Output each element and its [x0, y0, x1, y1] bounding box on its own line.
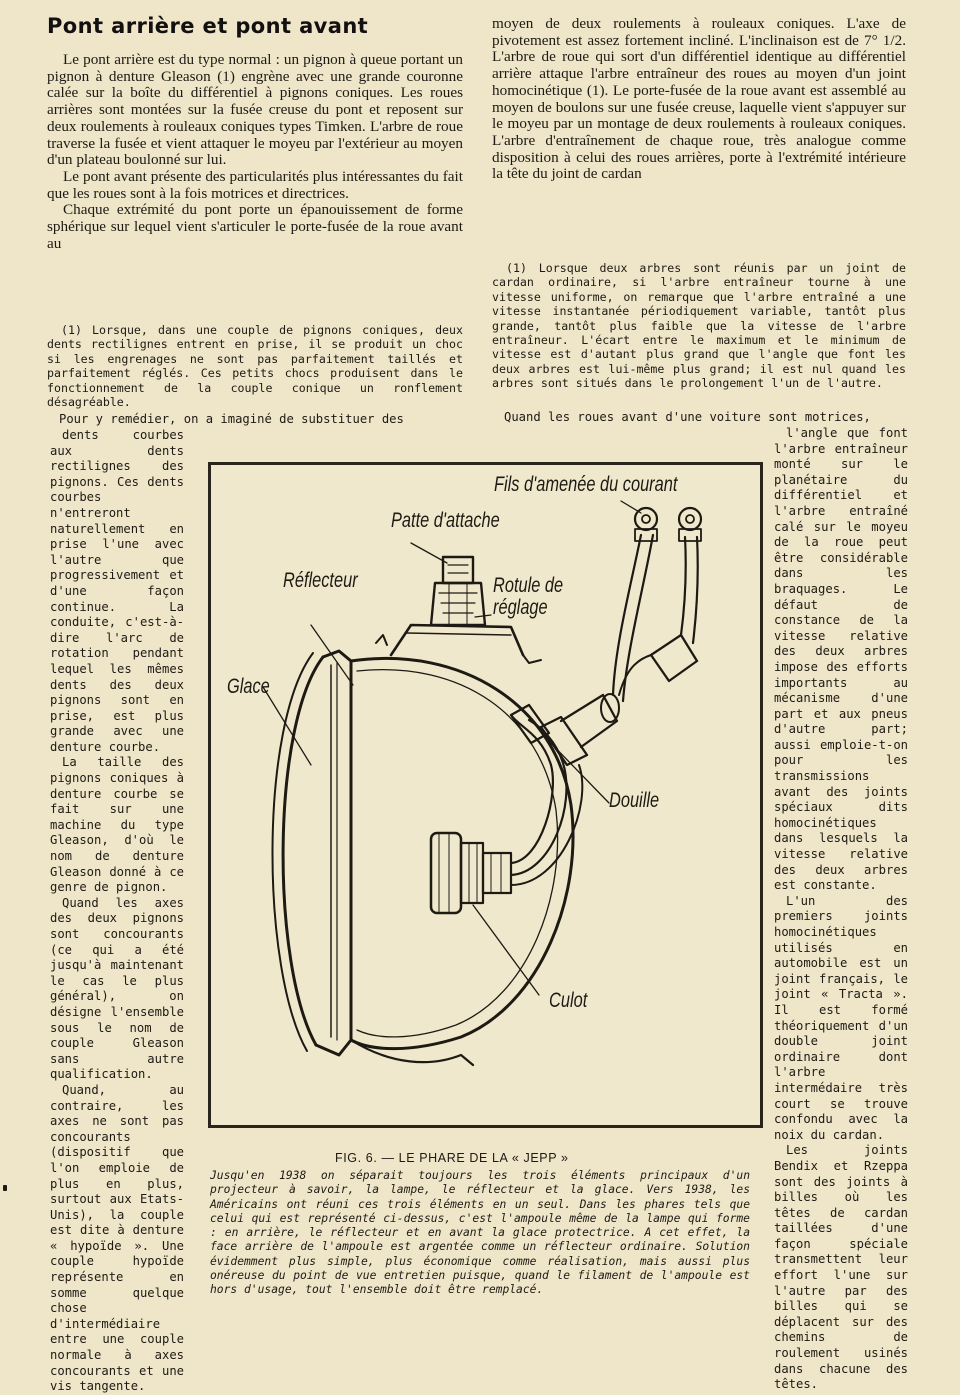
narrow-column-right	[774, 426, 908, 1393]
left-lead-line	[47, 412, 465, 428]
headlamp-figure	[208, 462, 763, 1128]
margin-mark	[3, 1185, 7, 1191]
paragraph: Les joints Bendix et Rzeppa sont des joints à billes où les têtes de cardan taillées d'une façon spéciale transmettent leur effort l'une sur l'autre par des billes qui se déplacent sur des chemins de roulement usinés dans chacune des têtes.	[774, 1143, 908, 1392]
paragraph: Pour y remédier, on a imaginé de substituer des	[59, 412, 404, 426]
paragraph: dents courbes aux dents rectilignes des pignons. Ces dents courbes n'entreront naturellement en prise l'une avec l'autre que progressivement et d'une façon continue. La conduite, c'est-à-dire l'arc de rotation pendant lequel les mêmes dents des deux pignons sont en prise, est plus grande avec une denture courbe.	[50, 428, 184, 754]
intro-column-left	[47, 52, 463, 252]
paragraph: La taille des pignons coniques à denture courbe se fait sur une machine du type Gleason, d'où le nom de denture Gleason donné à ce genre de pignon.	[50, 755, 184, 895]
label-reflector: Réflecteur	[283, 569, 358, 592]
label-ball-joint: Rotule de réglage	[493, 574, 564, 619]
footnote-text: (1) Lorsque deux arbres sont réunis par un joint de cardan ordinaire, si l'arbre entraîneur tourne à une vitesse uniforme, on remarque que l'arbre entraîné a une vitesse instantanée périodiquement variable, tantôt plus grande, tantôt plus faible que la vitesse de l'arbre entraîneur. L'écart entre le maximum et le minimum de vitesse est d'autant plus grand que l'angle que font les deux arbres est lui-même plus grand; il est nul quand les arbres sont situés dans le prolongement l'un de l'autre.	[492, 261, 906, 391]
paragraph: Quand les axes des deux pignons sont concourants (ce qui a été jusqu'à maintenant le cas le plus général), on désigne l'ensemble sous le nom de couple Gleason sans autre qualification.	[50, 895, 184, 1082]
paragraph: moyen de deux roulements à rouleaux coniques. L'axe de pivotement est assez fortement incliné. L'inclinaison est de 7° 1/2. L'arbre de roue qui sort d'un différentiel identique au différentiel arrière attaque l'arbre entraîneur des roues au moyen d'un joint homocinétique (1). Le porte-fusée de la roue avant est assemblé au moyen de boulons sur une fusée creuse, laquelle vient s'appuyer sur le moyeu par un montage de deux roulements à rouleaux coniques. L'arbre d'entraînement de chaque roue, très analogue comme disposition à celui des roues arrières, porte à l'extrémité intérieure la tête du joint de cardan	[492, 15, 906, 183]
footnote-left	[47, 323, 463, 409]
paragraph: Le pont avant présente des particularités plus intéressantes du fait que les roues sont à la fois motrices et directrices.	[47, 167, 463, 202]
paragraph: Chaque extrémité du pont porte un épanouissement de forme sphérique sur lequel vient s'articuler le porte-fusée de la roue avant au	[47, 201, 463, 252]
label-glass: Glace	[227, 675, 270, 698]
paragraph: Quand, au contraire, les axes ne sont pas concourants (dispositif que l'on emploie de plus en plus, surtout aux Etats-Unis), la couple est dite à denture « hypoïde ». Une couple hypoïde représente en somme quelque chose d'intermédiaire entre une couple normale à axes concourants et une vis tangente.	[50, 1082, 184, 1394]
footnote-text: (1) Lorsque, dans une couple de pignons coniques, deux dents rectilignes entrent en prise, il se produit un choc si les engrenages ne sont pas parfaitement taillés et parfaitement réglés. Ces petits chocs produisent dans le fonctionnement de la couple conique un ronflement désagréable.	[47, 323, 463, 410]
footnote-right	[492, 261, 906, 391]
headlamp-drawing	[211, 465, 760, 1125]
figure-caption-title: FIG. 6. — LE PHARE DE LA « JEPP »	[335, 1151, 569, 1165]
label-socket: Douille	[609, 789, 660, 812]
figure-caption-text: Jusqu'en 1938 on séparait toujours les trois éléments principaux d'un projecteur à savoir, la lampe, le réflecteur et la glace. Vers 1938, les Américains ont réuni ces trois éléments en un seul. Dans les phares tels que celui qui est représenté ci-dessus, c'est l'ampoule même de la lampe qui forme : en arrière, le réflecteur et en avant la glace protectrice. A cet effet, la face arrière de l'ampoule est argentée comme un réflecteur ordinaire. Solution évidemment plus simple, plus économique comme réalisation, mais aussi plus onéreuse du point de vue entretien puisque, quand le filament de l'ampoule est hors d'usage, tout l'ensemble doit être remplacé.	[210, 1169, 750, 1297]
article-title: Pont arrière et pont avant	[47, 14, 369, 38]
paragraph: Le pont arrière est du type normal : un pignon à queue portant un pignon à denture Gleason (1) engrène avec une grande couronne calée sur la boîte du différentiel à pignons coniques. Les roues arrières sont montées sur la fusée creuse du pont et reposent sur deux roulements à rouleaux coniques types Timken. L'arbre de roue traverse la fusée et vient attaquer le moyeu par l'extérieur au moyen d'un plateau boulonné sur lui.	[47, 51, 463, 169]
label-bracket: Patte d'attache	[391, 509, 500, 532]
label-wires: Fils d'amenée du courant	[494, 473, 678, 496]
narrow-column-left	[50, 428, 184, 1395]
paragraph: Quand les roues avant d'une voiture sont motrices,	[504, 410, 871, 424]
intro-column-right	[492, 16, 906, 183]
right-lead-line	[492, 410, 906, 426]
paragraph: l'angle que font l'arbre entraîneur monté sur le planétaire du différentiel et l'arbre entraîné calé sur le moyeu de la roue peut être considérable dans les braquages. Le défaut de constance de la vitesse relative des deux arbres impose des efforts importants au mécanisme d'une part et aux pneus d'autre part; aussi emploie-t-on pour les transmissions avant des joints spéciaux dits homocinétiques dans lesquels la vitesse relative des deux arbres est constante.	[774, 426, 908, 893]
paragraph: L'un des premiers joints homocinétiques utilisés en automobile est un joint français, le joint « Tracta ». Il est formé théoriquement d'un double joint ordinaire dont l'arbre intermédaire très court se trouve confondu avec la noix du cardan.	[774, 893, 908, 1142]
label-base: Culot	[549, 989, 588, 1012]
